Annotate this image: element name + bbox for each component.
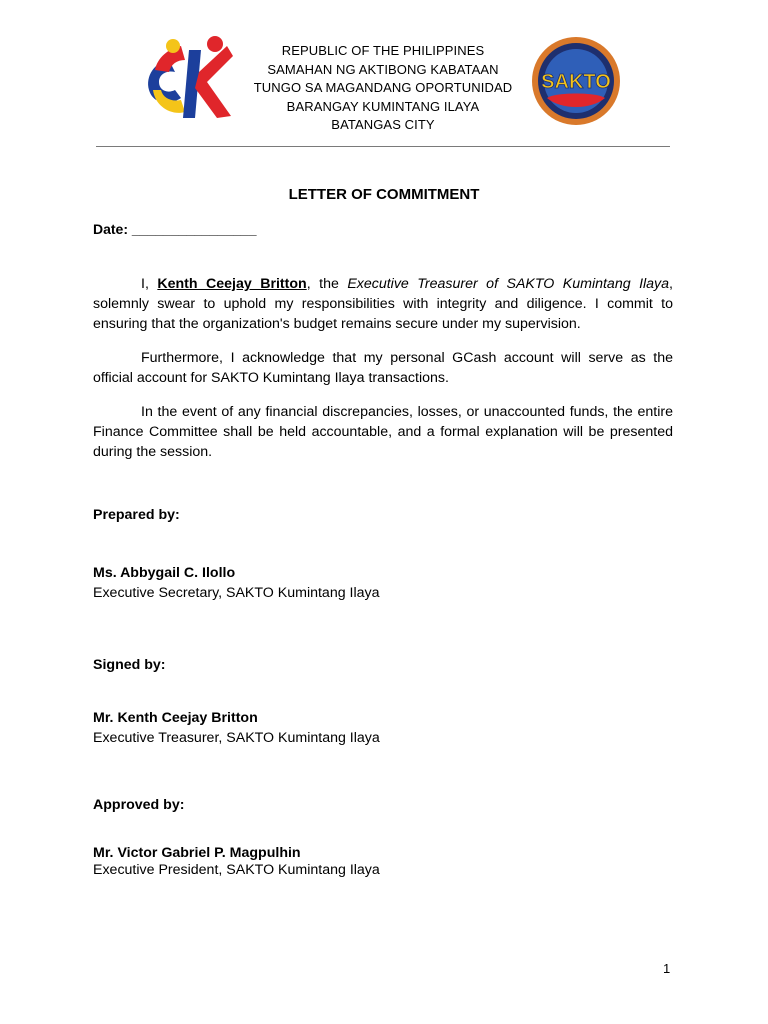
header-line-5: BATANGAS CITY bbox=[331, 117, 435, 133]
prepared-title: Executive Secretary, SAKTO Kumintang Ilaya bbox=[93, 585, 380, 601]
letterhead bbox=[0, 0, 768, 150]
seal-lettering: SAKTO bbox=[541, 71, 611, 93]
header-line-2: SAMAHAN NG AKTIBONG KABATAAN bbox=[267, 61, 499, 77]
approved-title: Executive President, SAKTO Kumintang Ilaya bbox=[93, 862, 380, 878]
paragraph-2: Furthermore, I acknowledge that my personal GCash account will serve as the official account for SAKTO Kumintang Ilaya transactions. bbox=[93, 350, 673, 386]
p1-post: , solemnly swear to uphold my responsibilities with integrity and diligence. I commit to ensuring that the organization's budget remains secure under my supervision. bbox=[93, 276, 673, 332]
treasurer-name: Kenth Ceejay Britton bbox=[157, 276, 307, 292]
header-divider bbox=[96, 146, 670, 147]
letterhead-text bbox=[240, 42, 526, 135]
prepared-name: Ms. Abbygail C. Ilollo bbox=[93, 565, 236, 581]
treasurer-role: Executive Treasurer of SAKTO Kumintang Ilaya bbox=[347, 276, 670, 292]
prepared-signatory bbox=[93, 563, 380, 603]
signed-signatory bbox=[93, 708, 380, 748]
p1-mid: , the bbox=[306, 276, 348, 292]
header-line-3: TUNGO SA MAGANDANG OPORTUNIDAD bbox=[253, 80, 513, 96]
approved-name: Mr. Victor Gabriel P. Magpulhin bbox=[93, 845, 301, 861]
page-number: 1 bbox=[663, 961, 671, 976]
paragraph-3: In the event of any financial discrepancies, losses, or unaccounted funds, the entire Finance Committee shall be held accountable, and a formal explanation will be presented during the session. bbox=[93, 404, 673, 460]
header-line-1: REPUBLIC OF THE PHILIPPINES bbox=[281, 43, 485, 58]
header-line-4: BARANGAY KUMINTANG ILAYA bbox=[286, 98, 480, 114]
prepared-label: Prepared by: bbox=[93, 507, 180, 523]
approved-label: Approved by: bbox=[93, 797, 185, 813]
paragraph-1 bbox=[93, 274, 673, 334]
document-title: LETTER OF COMMITMENT bbox=[288, 186, 480, 203]
letter-body bbox=[93, 274, 673, 476]
approved-signatory bbox=[93, 845, 380, 879]
p1-pre: I, bbox=[141, 276, 158, 292]
sakto-seal-logo bbox=[527, 36, 625, 126]
signed-title: Executive Treasurer, SAKTO Kumintang Ilaya bbox=[93, 730, 380, 746]
sk-logo bbox=[135, 32, 239, 128]
date-line: Date: ________________ bbox=[93, 221, 257, 237]
signed-label: Signed by: bbox=[93, 657, 166, 673]
signed-name: Mr. Kenth Ceejay Britton bbox=[93, 710, 258, 726]
